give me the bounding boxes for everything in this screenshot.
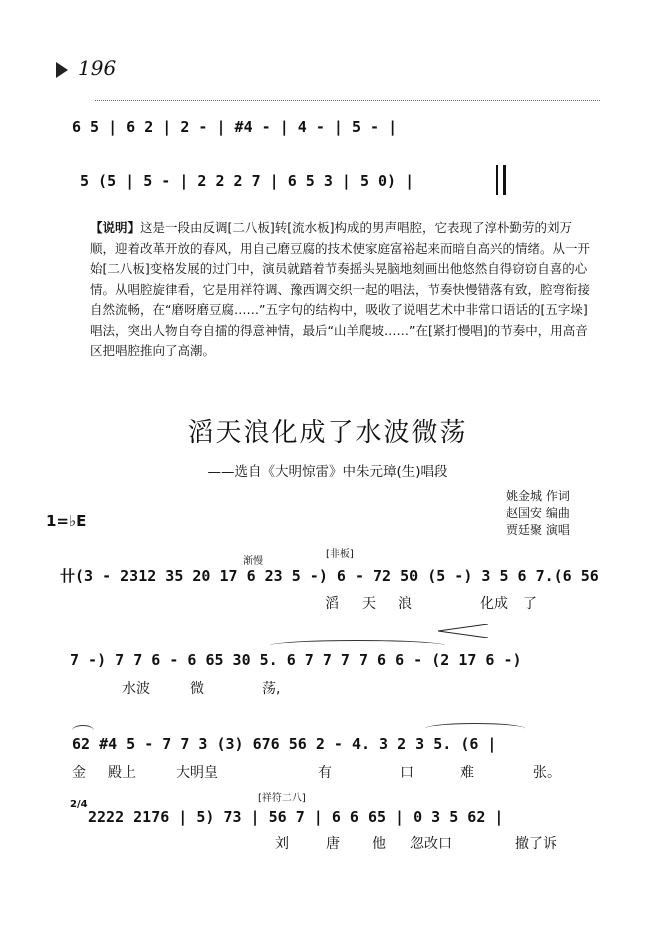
- page-number: 196: [78, 56, 117, 80]
- s3-lyric-6: 难: [460, 765, 474, 781]
- song-subtitle: ——选自《大明惊雷》中朱元璋(生)唱段: [207, 464, 448, 480]
- s3-lyric-3: 大明皇: [176, 765, 218, 781]
- key-signature: 1=♭E: [46, 512, 87, 530]
- explanation-text: 这是一段由反调[二八板]转[流水板]构成的男声唱腔，它表现了淳朴勤劳的刘万顺，迎着改革开放的春风，用自己磨豆腐的技术使家庭富裕起来而暗自高兴的情绪。从一开始[二八板]变格发展的过门中，演员就踏着节奏摇头晃脑地刻画出他悠然自得窃窃自喜的心情。从唱腔旋律看，它是用祥符调、豫西调交织一起的唱法，节奏快慢错落有致，腔弯衔接自然流畅，在“磨呀磨豆腐……”五字句的结构中，吸收了说唱艺术中非常口语话的[五字垛]唱法，突出人物自夸自擂的得意神情，最后“山羊爬坡……”在[紧打慢唱]的节奏中，用高音区把唱腔推向了高潮。: [90, 220, 591, 358]
- s1-lyric-4: 化成: [480, 596, 508, 612]
- phrase-slur: [270, 640, 445, 651]
- s1-lyric-3: 浪: [398, 596, 412, 612]
- time-signature: 2/4: [70, 799, 88, 810]
- s1-lyric-5: 了: [523, 596, 537, 612]
- s2-lyric-1: 水波: [122, 681, 150, 697]
- s3-lyric-7: 张。: [533, 765, 561, 781]
- s4-lyric-5: 撤了诉: [515, 836, 557, 852]
- score-top-line-2: 5 (5 | 5 - | 2 2 2 7 | 6 5 3 | 5 0) |: [80, 172, 415, 190]
- s4-lyric-1: 刘: [275, 836, 289, 852]
- slur-2: [425, 723, 525, 734]
- section-mark-2: [祥符二八]: [258, 793, 306, 804]
- s3-lyric-2: 殿上: [108, 765, 136, 781]
- s4-lyric-4: 忽改口: [410, 836, 452, 852]
- s1-lyric-1: 滔: [325, 596, 339, 612]
- crescendo-mark: [438, 624, 488, 638]
- final-barline: [496, 165, 498, 195]
- final-barline-thick: [503, 165, 506, 195]
- s4-lyric-2: 唐: [326, 836, 340, 852]
- score-top-line-1: 6 5 | 6 2 | 2 - | #4 - | 4 - | 5 - |: [72, 118, 398, 136]
- credit-performer: 贾廷聚 演唱: [506, 523, 570, 537]
- page-marker-icon: [56, 62, 68, 78]
- s2-lyric-3: 荡,: [262, 681, 281, 697]
- tempo-mark: 渐慢: [243, 556, 263, 567]
- s1-lyric-2: 天: [362, 596, 376, 612]
- s3-lyric-1: 金: [72, 765, 86, 781]
- system-2-notes: 7 -) 7 7 6 - 6 65 30 5. 6 7 7 7 7 6 6 - (2 17 6 -): [70, 651, 522, 669]
- system-1-notes: 卄(3 - 2312 35 20 17 6 23 5 -) 6 - 72 50 (5 -) 3 5 6 7.(6 56: [60, 567, 599, 585]
- score-divider: [95, 100, 600, 101]
- explanation-paragraph: [90, 218, 590, 362]
- credit-lyricist: 姚金城 作词: [506, 489, 570, 503]
- s3-lyric-4: 有: [318, 765, 332, 781]
- song-title: 滔天浪化成了水波微荡: [187, 418, 468, 448]
- s2-lyric-2: 微: [190, 681, 204, 697]
- section-mark-1: [非板]: [326, 549, 354, 560]
- explanation-label: 【说明】: [90, 220, 141, 235]
- credit-arranger: 赵国安 编曲: [506, 506, 570, 520]
- system-3-notes: 62 #4 5 - 7 7 3 (3) 676 56 2 - 4. 3 2 3 5. (6 |: [72, 735, 497, 753]
- s4-lyric-3: 他: [372, 836, 386, 852]
- system-4-notes: 2222 2176 | 5) 73 | 56 7 | 6 6 65 | 0 3 5 62 |: [88, 808, 504, 826]
- s3-lyric-5: 口: [400, 765, 414, 781]
